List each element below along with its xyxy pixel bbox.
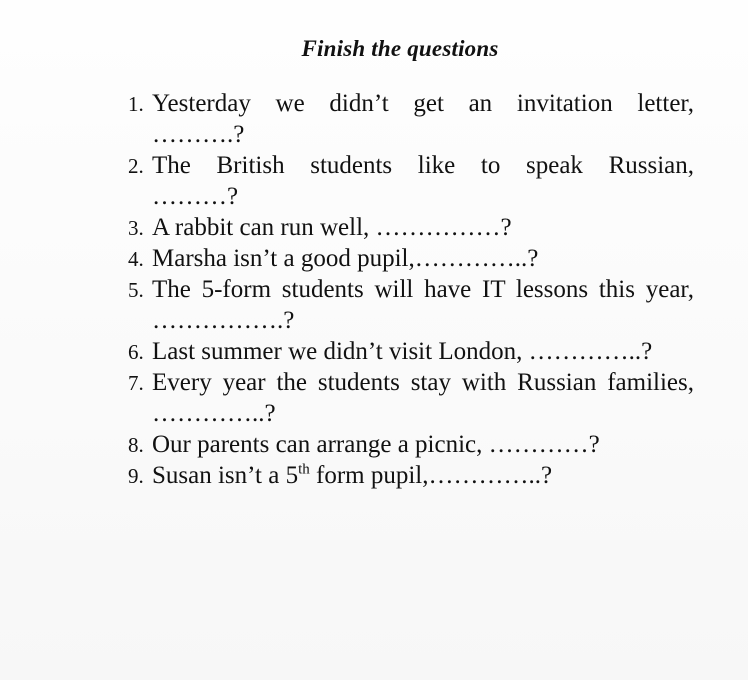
question-text: A rabbit can run well, ……………? [152, 214, 512, 241]
question-blank: …………….? [152, 307, 295, 334]
question-2 [128, 150, 694, 212]
question-line [128, 212, 694, 243]
question-line [128, 367, 694, 398]
question-number: 3. [128, 216, 144, 240]
question-number: 7. [128, 371, 144, 395]
question-number: 4. [128, 247, 144, 271]
question-line [128, 429, 694, 460]
question-line [128, 460, 694, 491]
question-3 [128, 212, 694, 243]
question-5 [128, 274, 694, 336]
question-blank: …………..? [152, 400, 276, 427]
question-text: Yesterday we didn’t get an invitation letter, [152, 90, 694, 117]
question-number: 5. [128, 278, 144, 302]
question-text: Last summer we didn’t visit London, …………..? [152, 338, 653, 365]
question-blank: ………? [152, 183, 239, 210]
question-list [128, 88, 694, 491]
question-number: 2. [128, 154, 144, 178]
question-number: 6. [128, 340, 144, 364]
question-9 [128, 460, 694, 491]
question-number: 1. [128, 92, 144, 116]
question-text: Every year the students stay with Russian families, [152, 369, 694, 396]
question-text: The 5-form students will have IT lessons this year, [152, 276, 694, 303]
question-number: 8. [128, 433, 144, 457]
ordinal-suffix: th [298, 461, 310, 478]
question-line [128, 243, 694, 274]
question-line [128, 88, 694, 119]
question-text-start: Susan isn’t a 5 [152, 462, 299, 489]
question-number: 9. [128, 464, 144, 488]
question-8 [128, 429, 694, 460]
question-text: Marsha isn’t a good pupil,…………..? [152, 245, 539, 272]
question-1 [128, 88, 694, 150]
question-text: The British students like to speak Russian, [152, 152, 694, 179]
question-4 [128, 243, 694, 274]
question-line [128, 274, 694, 305]
question-line [128, 336, 694, 367]
question-text: Our parents can arrange a picnic, …………? [152, 431, 600, 458]
question-line [128, 150, 694, 181]
page-title: Finish the questions [301, 36, 499, 61]
question-text-end: form pupil,…………..? [309, 462, 553, 489]
question-blank: ……….? [152, 121, 245, 148]
question-6 [128, 336, 694, 367]
question-7 [128, 367, 694, 429]
